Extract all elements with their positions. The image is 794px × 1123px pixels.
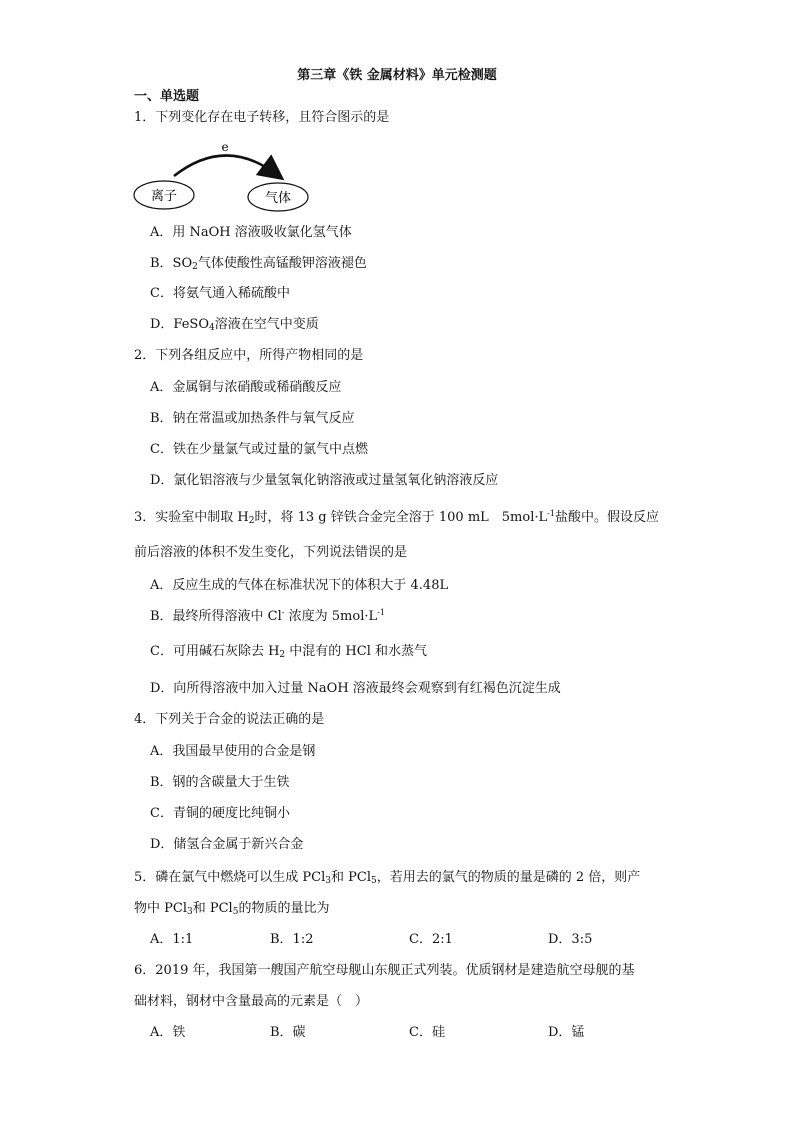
q1-option-b: B．$SO_2$气体使酸性高锰酸钾溶液褪色: [150, 256, 367, 272]
q5-option-b: B．1:2: [270, 932, 314, 947]
q4-option-d: D．储氢合金属于新兴合金: [150, 837, 304, 852]
ion-label: 离子: [150, 189, 178, 204]
question-1-stem: 1．下列变化存在电子转移，且符合图示的是: [134, 110, 390, 125]
q6-option-d: D．锰: [548, 1025, 585, 1040]
q1-option-c: C．将氨气通入稀硫酸中: [150, 286, 290, 301]
q2-option-b: B．钠在常温或加热条件与氧气反应: [150, 411, 355, 426]
q6-option-c: C．硅: [409, 1025, 445, 1040]
question-2-stem: 2．下列各组反应中，所得产物相同的是: [134, 348, 364, 363]
question-5-stem-line2: 物中 PCl$_3$和 PCl$_5$的物质的量比为: [134, 901, 330, 917]
q1-option-d: D．FeSO$_4$溶液在空气中变质: [150, 317, 319, 333]
question-6-stem-line2: 础材料，钢材中含量最高的元素是（ ）: [134, 994, 369, 1009]
q2-option-a: A．金属铜与浓硝酸或稀硝酸反应: [150, 380, 342, 395]
question-3-stem-line2: 前后溶液的体积不发生变化，下列说法错误的是: [134, 545, 408, 560]
q5-option-c: C．2:1: [409, 932, 453, 947]
q2-option-d: D．氯化铝溶液与少量氢氧化钠溶液或过量氢氧化钠溶液反应: [150, 473, 499, 488]
q2-option-c: C．铁在少量氯气或过量的氯气中点燃: [150, 442, 368, 457]
electron-transfer-diagram: [130, 138, 320, 218]
q4-option-a: A．我国最早使用的合金是钢: [150, 744, 316, 759]
q5-option-a: A．1:1: [150, 932, 194, 947]
question-4-stem: 4．下列关于合金的说法正确的是: [134, 712, 325, 727]
q6-option-a: A．铁: [150, 1025, 186, 1040]
q3-option-d: D．向所得溶液中加入过量 NaOH 溶液最终会观察到有红褐色沉淀生成: [150, 681, 561, 696]
electron-arrow-icon: [174, 155, 276, 176]
q3-option-b: B．最终所得溶液中 Cl- 浓度为 $5mol\cdot L^{-1}$: [150, 608, 385, 624]
arrow-label: e: [221, 140, 229, 154]
q5-option-d: D．3:5: [548, 932, 593, 947]
q4-option-c: C．青铜的硬度比纯铜小: [150, 806, 290, 821]
gas-label: 气体: [264, 191, 292, 206]
question-3-stem-line1: 3．实验室中制取 $H_2$时，将 13 g 锌铁合金完全溶于 100 mL $5mol\cdot L^{-1}$盐酸中。假设反应: [134, 509, 659, 526]
q3-option-a: A．反应生成的气体在标准状况下的体积大于 4.48L: [150, 578, 449, 593]
q1-option-a: A．用 NaOH 溶液吸收氯化氢气体: [150, 225, 352, 240]
document-title: 第三章《铁 金属材料》单元检测题: [297, 68, 497, 83]
q3-option-c: C．可用碱石灰除去 $H_2$ 中混有的 HCl 和水蒸气: [150, 644, 427, 660]
question-5-stem-line1: 5．磷在氯气中燃烧可以生成 PCl$_3$和 PCl$_5$，若用去的氯气的物质的量是磷的 2 倍，则产: [134, 870, 641, 886]
section-heading: 一、单选题: [134, 89, 200, 104]
question-6-stem-line1: 6．2019 年，我国第一艘国产航空母舰山东舰正式列装。优质钢材是建造航空母舰的基: [134, 963, 635, 978]
q6-option-b: B．碳: [270, 1025, 306, 1040]
q4-option-b: B．钢的含碳量大于生铁: [150, 775, 290, 790]
